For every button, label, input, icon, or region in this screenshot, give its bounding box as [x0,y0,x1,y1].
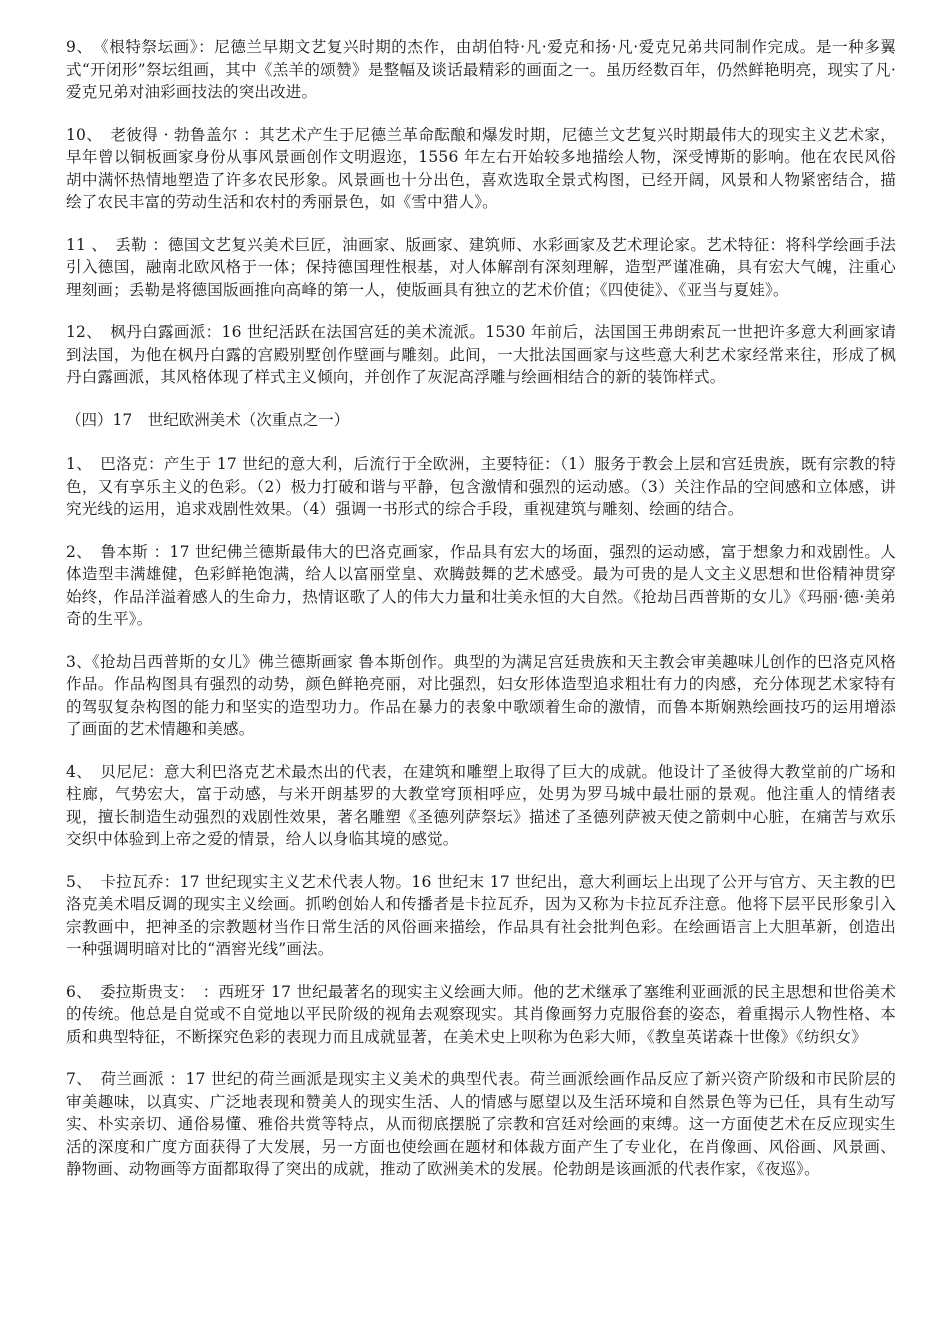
item-number: 1、 [66,455,85,473]
paragraph-text: 《根特祭坛画》：尼德兰早期文艺复兴时期的杰作，由胡伯特·凡·爱克和扬·凡·爱克兄弟共同制作完成。是一种多翼式“开闭形”祭坛组画，其中《羔羊的颂赞》是整幅及谈话最精彩的画面之一。虽历经数百年，仍然鲜艳明亮，现实了凡·爱克兄弟对油彩画技法的突出改进。 [66,38,897,101]
item-number: 10、 [66,125,95,144]
paragraph-text: 巴洛克：产生于 17 世纪的意大利，后流行于全欧洲，主要特征：（1）服务于教会上层和宫廷贵族，既有宗教的特色，又有享乐主义的色彩。（2）极力打破和谐与平静，包含激情和强烈的运动感。（3）关注作品的空间感和立体感，讲究光线的运用，追求戏剧性效果。（4）强调一书形式的综合手段，重视建筑与雕刻、绘画的结合。 [66,455,896,518]
paragraph-6 [66,981,896,1049]
paragraph-5 [66,871,896,961]
paragraph-text: 卡拉瓦乔：17 世纪现实主义艺术代表人物。16 世纪末 17 世纪出，意大利画坛上出现了公开与官方、天主教的巴洛克美术唱反调的现实主义绘画。抓哟创始人和传播者是卡拉瓦乔，因为又称为卡拉瓦乔注意。他将下层平民形象引入宗教画中，把神圣的宗教题材当作日常生活的风俗画来描绘，作品具有社会批判色彩。在绘画语言上大胆革新，创造出一种强调明暗对比的“酒窖光线”画法。 [66,872,896,958]
paragraph-text: 《抢劫吕西普斯的女儿》佛兰德斯画家 鲁本斯创作。典型的为满足宫廷贵族和天主教会审美趣味儿创作的巴洛克风格作品。作品构图具有强烈的动势，颜色鲜艳亮丽，对比强烈，妇女形体造型追求粗壮有力的肉感，充分体现艺术家特有的驾驭复杂构图的能力和坚实的造型功力。作品在暴力的表象中歌颂着生命的激情，而鲁本斯娴熟绘画技巧的运用增添了画面的艺术情趣和美感。 [66,652,896,738]
paragraph-2 [66,541,896,631]
paragraph-7 [66,1068,896,1181]
paragraph-11 [66,234,896,302]
item-number: 11 、 [66,235,100,254]
item-number: 2、 [66,542,85,561]
paragraph-text: 老彼得 · 勃鲁盖尔 ：其艺术产生于尼德兰革命酝酿和爆发时期，尼德兰文艺复兴时期最伟大的现实主义艺术家，早年曾以铜板画家身份从事风景画创作文明遐迩，1556 年左右开始较多地描绘人物，深受博斯的影响。他在农民风俗胡中满怀热情地塑造了许多农民形象。风景画也十分出色，喜欢选取全景式构图，已经开阔，风景和人物紧密结合，描绘了农民丰富的劳动生活和农村的秀丽景色，如《雪中猎人》。 [66,125,896,211]
item-number: 7、 [66,1070,85,1088]
paragraph-4 [66,761,896,851]
item-number: 4、 [66,762,85,781]
paragraph-text: 贝尼尼：意大利巴洛克艺术最杰出的代表，在建筑和雕塑上取得了巨大的成就。他设计了圣彼得大教堂前的广场和柱廊，气势宏大，富于动感，与米开朗基罗的大教堂穹顶相呼应，处男为罗马城中最壮丽的景观。他注重人的情绪表现，擅长制造生动强烈的戏剧性效果，著名雕塑《圣德列萨祭坛》描述了圣德列萨被天使之箭刺中心脏，在痛苦与欢乐交织中体验到上帝之爱的情景，给人以身临其境的感觉。 [66,762,896,848]
paragraph-text: 荷兰画派 ：17 世纪的荷兰画派是现实主义美术的典型代表。荷兰画派绘画作品反应了新兴资产阶级和市民阶层的审美趣味，以真实、广泛地表现和赞美人的现实生活、人的情感与愿望以及生活环境和自然景色等为已任，具有生动写实、朴实亲切、通俗易懂、雅俗共赏等特点，从而彻底摆脱了宗教和宫廷对绘画的束缚。这一方面使艺术在反应现实生活的深度和广度方面获得了大发展，另一方面也使绘画在题材和体裁方面产生了专业化，在肖像画、风俗画、风景画、静物画、动物画等方面都取得了突出的成就，推动了欧洲美术的发展。伦勃朗是该画派的代表作家，《夜巡》。 [66,1070,897,1178]
item-number: 12、 [66,323,95,341]
section-heading: （四）17 世纪欧洲美术（次重点之一） [66,410,350,429]
item-number: 9、 [66,38,85,56]
item-number: 6、 [66,982,85,1001]
paragraph-1 [66,453,896,521]
document-page [66,36,896,1201]
item-number: 5、 [66,872,85,891]
paragraph-text: 丢勒 ：德国文艺复兴美术巨匠，油画家、版画家、建筑师、水彩画家及艺术理论家。艺术特征：将科学绘画手法引入德国，融南北欧风格于一体；保持德国理性根基，对人体解剖有深刻理解，造型严谨准确，具有宏大气魄，注重心理刻画；丢勒是将德国版画推向高峰的第一人，使版画具有独立的艺术价值；《四使徒》、《亚当与夏娃》。 [66,235,896,299]
paragraph-text: 枫丹白露画派：16 世纪活跃在法国宫廷的美术流派。1530 年前后，法国国王弗朗索瓦一世把许多意大利画家请到法国，为他在枫丹白露的宫殿别墅创作壁画与雕刻。此间，一大批法国画家与这些意大利艺术家经常来往，形成了枫丹白露画派，其风格体现了样式主义倾向，并创作了灰泥高浮雕与绘画相结合的新的装饰样式。 [66,323,896,386]
paragraph-text: 鲁本斯 ：17 世纪佛兰德斯最伟大的巴洛克画家，作品具有宏大的场面，强烈的运动感，富于想象力和戏剧性。人体造型丰满雄健，色彩鲜艳饱满，给人以富丽堂皇、欢腾鼓舞的艺术感受。最为可贵的是人文主义思想和世俗精神贯穿始终，作品洋溢着感人的生命力，热情讴歌了人的伟大力量和壮美永恒的大自然。《抢劫吕西普斯的女儿》《玛丽·德·美弟奇的生平》。 [66,542,897,628]
paragraph-3 [66,651,896,741]
item-number: 3、 [66,652,92,671]
paragraph-9 [66,36,896,104]
paragraph-12 [66,321,896,389]
paragraph-10 [66,124,896,214]
paragraph-text: 委拉斯贵支： ：西班牙 17 世纪最著名的现实主义绘画大师。他的艺术继承了塞维利亚画派的民主思想和世俗美术的传统。他总是自觉或不自觉地以平民阶级的视角去观察现实。其肖像画努力克服俗套的姿态，着重揭示人物性格、本质和典型特征，不断探究色彩的表现力而且成就显著，在美术史上呗称为色彩大师，《教皇英诺森十世像》《纺织女》 [66,982,897,1046]
